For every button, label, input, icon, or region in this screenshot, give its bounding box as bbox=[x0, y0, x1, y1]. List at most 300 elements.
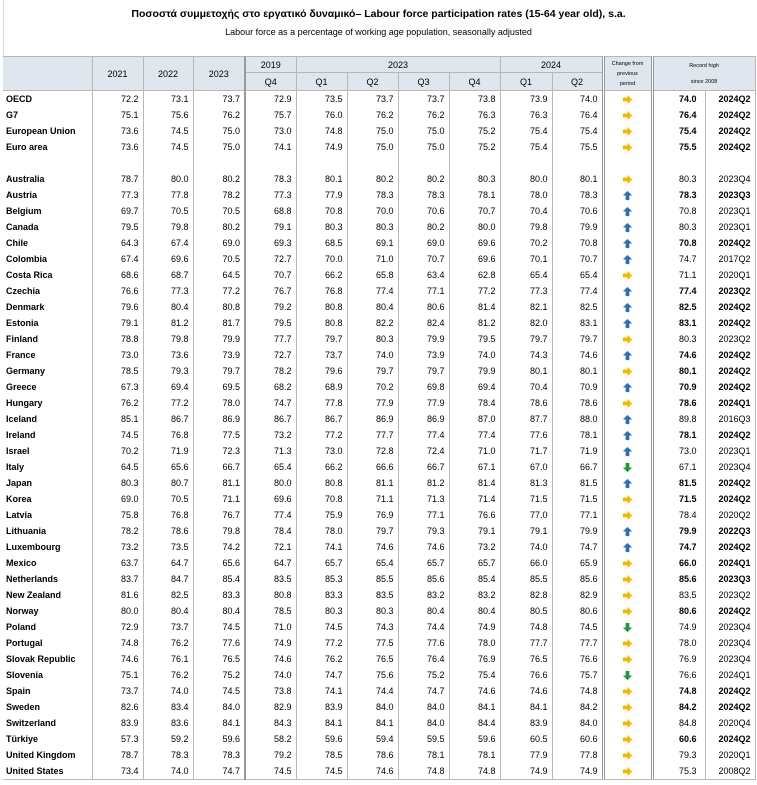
country-name: Slovak Republic bbox=[3, 651, 92, 667]
country-name: G7 bbox=[3, 107, 92, 123]
change-indicator bbox=[603, 187, 652, 203]
country-name: Switzerland bbox=[3, 715, 92, 731]
table-row bbox=[3, 683, 755, 699]
value-q2-2024: 71.9 bbox=[552, 443, 603, 459]
table-row bbox=[3, 283, 755, 299]
value-q1-2024: 76.6 bbox=[500, 667, 552, 683]
record-high-value: 71.1 bbox=[652, 267, 705, 283]
value-y2021: 64.5 bbox=[92, 459, 143, 475]
value-y2022: 69.4 bbox=[143, 379, 193, 395]
table-subtitle: Labour force as a percentage of working age population, seasonally adjusted bbox=[225, 27, 532, 37]
value-q1-2024: 80.1 bbox=[500, 363, 552, 379]
value-q2-2023: 76.5 bbox=[347, 651, 398, 667]
value-q1-2024: 80.5 bbox=[500, 603, 552, 619]
header-year-2021: 2021 bbox=[92, 57, 143, 91]
value-q1-2023: 66.2 bbox=[296, 267, 347, 283]
value-q1-2023: 74.5 bbox=[296, 619, 347, 635]
value-q2-2023: 75.0 bbox=[347, 123, 398, 139]
value-y2021: 73.6 bbox=[92, 123, 143, 139]
value-q4-2019: 72.1 bbox=[245, 539, 296, 555]
value-q4-2019: 80.0 bbox=[245, 475, 296, 491]
arrow-up-icon bbox=[622, 414, 633, 425]
value-y2023: 78.2 bbox=[193, 187, 245, 203]
record-high-value: 76.6 bbox=[652, 667, 705, 683]
value-q4-2019: 72.9 bbox=[245, 91, 296, 108]
value-q2-2023: 73.7 bbox=[347, 91, 398, 108]
value-y2023: 64.5 bbox=[193, 267, 245, 283]
record-high-value: 78.0 bbox=[652, 635, 705, 651]
value-q3-2023: 75.2 bbox=[398, 667, 449, 683]
table-row bbox=[3, 107, 755, 123]
change-indicator bbox=[603, 747, 652, 763]
value-q1-2023: 74.5 bbox=[296, 763, 347, 780]
value-y2022: 78.3 bbox=[143, 747, 193, 763]
value-y2022: 83.6 bbox=[143, 715, 193, 731]
record-high-quarter: 2024Q2 bbox=[705, 475, 755, 491]
value-y2021: 68.6 bbox=[92, 267, 143, 283]
value-q1-2024: 84.1 bbox=[500, 699, 552, 715]
value-q4-2023: 67.1 bbox=[449, 459, 500, 475]
value-y2021: 77.3 bbox=[92, 187, 143, 203]
record-high-value: 79.3 bbox=[652, 747, 705, 763]
spacer-cell bbox=[500, 155, 552, 171]
value-q3-2023: 69.8 bbox=[398, 379, 449, 395]
arrow-right-icon bbox=[622, 174, 633, 185]
value-q1-2023: 85.3 bbox=[296, 571, 347, 587]
change-indicator bbox=[603, 299, 652, 315]
value-y2022: 73.1 bbox=[143, 91, 193, 108]
value-q1-2024: 82.1 bbox=[500, 299, 552, 315]
value-q4-2019: 79.2 bbox=[245, 747, 296, 763]
record-high-value: 78.6 bbox=[652, 395, 705, 411]
value-y2022: 76.8 bbox=[143, 507, 193, 523]
value-y2022: 77.2 bbox=[143, 395, 193, 411]
country-name: Norway bbox=[3, 603, 92, 619]
record-high-value: 75.4 bbox=[652, 123, 705, 139]
value-q3-2023: 75.0 bbox=[398, 139, 449, 155]
value-q2-2024: 74.8 bbox=[552, 683, 603, 699]
value-q1-2024: 77.9 bbox=[500, 747, 552, 763]
spacer-cell bbox=[92, 155, 143, 171]
value-q4-2023: 80.3 bbox=[449, 171, 500, 187]
change-indicator bbox=[603, 699, 652, 715]
value-q2-2024: 74.9 bbox=[552, 763, 603, 780]
value-q1-2023: 66.2 bbox=[296, 459, 347, 475]
value-q2-2023: 80.3 bbox=[347, 331, 398, 347]
change-indicator bbox=[603, 123, 652, 139]
change-indicator bbox=[603, 571, 652, 587]
arrow-right-icon bbox=[622, 766, 633, 777]
table-row bbox=[3, 603, 755, 619]
value-q1-2023: 76.0 bbox=[296, 107, 347, 123]
value-q4-2023: 71.4 bbox=[449, 491, 500, 507]
value-y2022: 83.4 bbox=[143, 699, 193, 715]
value-q1-2024: 82.8 bbox=[500, 587, 552, 603]
value-y2022: 81.2 bbox=[143, 315, 193, 331]
value-q2-2024: 70.7 bbox=[552, 251, 603, 267]
value-q2-2023: 74.0 bbox=[347, 347, 398, 363]
value-y2023: 85.4 bbox=[193, 571, 245, 587]
spacer-cell bbox=[449, 155, 500, 171]
value-y2023: 76.2 bbox=[193, 107, 245, 123]
value-y2022: 76.1 bbox=[143, 651, 193, 667]
value-q4-2019: 64.7 bbox=[245, 555, 296, 571]
value-q4-2023: 79.9 bbox=[449, 363, 500, 379]
value-q4-2019: 74.7 bbox=[245, 395, 296, 411]
table-row bbox=[3, 459, 755, 475]
value-q1-2024: 80.0 bbox=[500, 171, 552, 187]
value-y2022: 79.3 bbox=[143, 363, 193, 379]
record-high-value: 74.9 bbox=[652, 619, 705, 635]
value-q1-2024: 74.9 bbox=[500, 763, 552, 780]
record-high-value: 71.5 bbox=[652, 491, 705, 507]
change-indicator bbox=[603, 235, 652, 251]
record-high-quarter: 2024Q2 bbox=[705, 91, 755, 108]
arrow-right-icon bbox=[622, 750, 633, 761]
value-q2-2023: 86.9 bbox=[347, 411, 398, 427]
value-q3-2023: 69.0 bbox=[398, 235, 449, 251]
value-q1-2023: 84.1 bbox=[296, 715, 347, 731]
value-q1-2024: 82.0 bbox=[500, 315, 552, 331]
value-q4-2023: 74.6 bbox=[449, 683, 500, 699]
change-indicator bbox=[603, 107, 652, 123]
country-name: Greece bbox=[3, 379, 92, 395]
table-header bbox=[3, 57, 755, 91]
country-name: Spain bbox=[3, 683, 92, 699]
value-y2021: 82.6 bbox=[92, 699, 143, 715]
table-row bbox=[3, 187, 755, 203]
table-row bbox=[3, 523, 755, 539]
record-high-value: 74.7 bbox=[652, 251, 705, 267]
arrow-up-icon bbox=[622, 446, 633, 457]
record-high-quarter: 2024Q2 bbox=[705, 731, 755, 747]
value-y2023: 73.9 bbox=[193, 347, 245, 363]
value-q4-2019: 74.9 bbox=[245, 635, 296, 651]
value-q3-2023: 65.7 bbox=[398, 555, 449, 571]
value-y2023: 78.0 bbox=[193, 395, 245, 411]
record-high-quarter: 2017Q2 bbox=[705, 251, 755, 267]
value-q4-2023: 87.0 bbox=[449, 411, 500, 427]
country-name: Sweden bbox=[3, 699, 92, 715]
value-q4-2023: 74.0 bbox=[449, 347, 500, 363]
table-row bbox=[3, 315, 755, 331]
value-q4-2019: 78.4 bbox=[245, 523, 296, 539]
value-y2021: 80.3 bbox=[92, 475, 143, 491]
value-q2-2023: 77.5 bbox=[347, 635, 398, 651]
value-q4-2023: 74.8 bbox=[449, 763, 500, 780]
record-high-quarter: 2023Q2 bbox=[705, 283, 755, 299]
value-y2021: 74.6 bbox=[92, 651, 143, 667]
value-y2023: 79.7 bbox=[193, 363, 245, 379]
record-high-quarter: 2024Q2 bbox=[705, 427, 755, 443]
value-y2023: 77.2 bbox=[193, 283, 245, 299]
record-high-quarter: 2023Q4 bbox=[705, 619, 755, 635]
country-name: European Union bbox=[3, 123, 92, 139]
value-q3-2023: 80.6 bbox=[398, 299, 449, 315]
value-q1-2023: 74.9 bbox=[296, 139, 347, 155]
record-high-quarter: 2016Q3 bbox=[705, 411, 755, 427]
value-q4-2019: 77.7 bbox=[245, 331, 296, 347]
value-q4-2023: 69.6 bbox=[449, 251, 500, 267]
value-q4-2019: 70.7 bbox=[245, 267, 296, 283]
country-name: Belgium bbox=[3, 203, 92, 219]
value-y2022: 70.5 bbox=[143, 491, 193, 507]
spacer-cell bbox=[296, 155, 347, 171]
labour-force-table bbox=[3, 56, 756, 780]
value-y2023: 73.7 bbox=[193, 91, 245, 108]
record-high-value: 70.8 bbox=[652, 203, 705, 219]
header-period-2019: 2019 bbox=[245, 57, 296, 73]
value-q1-2023: 86.7 bbox=[296, 411, 347, 427]
value-q4-2023: 78.4 bbox=[449, 395, 500, 411]
value-q3-2023: 84.0 bbox=[398, 699, 449, 715]
table-row bbox=[3, 427, 755, 443]
value-q2-2024: 82.9 bbox=[552, 587, 603, 603]
value-q2-2023: 84.0 bbox=[347, 699, 398, 715]
record-high-quarter: 2024Q2 bbox=[705, 539, 755, 555]
arrow-right-icon bbox=[622, 494, 633, 505]
value-q4-2023: 79.1 bbox=[449, 523, 500, 539]
value-y2021: 70.2 bbox=[92, 443, 143, 459]
value-q1-2023: 83.3 bbox=[296, 587, 347, 603]
value-q2-2023: 66.6 bbox=[347, 459, 398, 475]
arrow-up-icon bbox=[622, 190, 633, 201]
value-y2021: 64.3 bbox=[92, 235, 143, 251]
value-y2021: 73.4 bbox=[92, 763, 143, 780]
value-y2022: 77.3 bbox=[143, 283, 193, 299]
change-indicator bbox=[603, 667, 652, 683]
value-y2022: 59.2 bbox=[143, 731, 193, 747]
record-high-value: 75.3 bbox=[652, 763, 705, 780]
value-y2021: 72.9 bbox=[92, 619, 143, 635]
change-indicator bbox=[603, 715, 652, 731]
value-q4-2023: 81.4 bbox=[449, 475, 500, 491]
table-row bbox=[3, 395, 755, 411]
value-y2023: 86.9 bbox=[193, 411, 245, 427]
value-q4-2019: 77.3 bbox=[245, 187, 296, 203]
value-q2-2024: 79.9 bbox=[552, 523, 603, 539]
value-q4-2023: 80.4 bbox=[449, 603, 500, 619]
record-high-quarter: 2023Q1 bbox=[705, 219, 755, 235]
value-q4-2023: 77.4 bbox=[449, 427, 500, 443]
value-q4-2023: 84.1 bbox=[449, 699, 500, 715]
value-q4-2023: 75.4 bbox=[449, 667, 500, 683]
value-q1-2024: 66.0 bbox=[500, 555, 552, 571]
value-y2021: 75.1 bbox=[92, 107, 143, 123]
header-change-line-3: period bbox=[619, 80, 636, 87]
arrow-right-icon bbox=[622, 398, 633, 409]
header-record-line-2: since 2008 bbox=[690, 78, 718, 85]
value-q4-2019: 74.1 bbox=[245, 139, 296, 155]
record-high-value: 80.3 bbox=[652, 219, 705, 235]
table-row bbox=[3, 363, 755, 379]
record-high-quarter: 2008Q2 bbox=[705, 763, 755, 780]
change-indicator bbox=[603, 443, 652, 459]
value-q1-2023: 77.2 bbox=[296, 635, 347, 651]
value-q4-2023: 81.2 bbox=[449, 315, 500, 331]
arrow-down-icon bbox=[622, 462, 633, 473]
record-high-quarter: 2024Q2 bbox=[705, 491, 755, 507]
value-q4-2019: 58.2 bbox=[245, 731, 296, 747]
value-q2-2024: 74.0 bbox=[552, 91, 603, 108]
value-y2021: 80.0 bbox=[92, 603, 143, 619]
record-high-value: 89.8 bbox=[652, 411, 705, 427]
header-year-2023: 2023 bbox=[193, 57, 245, 91]
table-body bbox=[3, 91, 755, 780]
value-q2-2023: 79.7 bbox=[347, 363, 398, 379]
table-row bbox=[3, 91, 755, 108]
value-y2022: 71.9 bbox=[143, 443, 193, 459]
country-name: United States bbox=[3, 763, 92, 780]
value-y2022: 65.6 bbox=[143, 459, 193, 475]
value-y2021: 78.5 bbox=[92, 363, 143, 379]
value-y2023: 80.2 bbox=[193, 219, 245, 235]
value-q3-2023: 72.4 bbox=[398, 443, 449, 459]
value-y2023: 84.1 bbox=[193, 715, 245, 731]
value-q1-2024: 74.8 bbox=[500, 619, 552, 635]
value-q2-2023: 85.5 bbox=[347, 571, 398, 587]
value-y2023: 84.0 bbox=[193, 699, 245, 715]
value-q3-2023: 73.7 bbox=[398, 91, 449, 108]
value-y2021: 85.1 bbox=[92, 411, 143, 427]
record-high-value: 70.9 bbox=[652, 379, 705, 395]
value-y2023: 74.7 bbox=[193, 763, 245, 780]
value-q2-2024: 74.6 bbox=[552, 347, 603, 363]
value-y2021: 74.5 bbox=[92, 427, 143, 443]
value-q1-2024: 77.6 bbox=[500, 427, 552, 443]
value-q4-2019: 80.8 bbox=[245, 587, 296, 603]
value-q1-2024: 70.1 bbox=[500, 251, 552, 267]
value-q4-2023: 84.4 bbox=[449, 715, 500, 731]
value-q1-2024: 70.4 bbox=[500, 379, 552, 395]
record-high-quarter: 2023Q2 bbox=[705, 331, 755, 347]
table-row bbox=[3, 699, 755, 715]
country-name: OECD bbox=[3, 91, 92, 108]
header-record-high bbox=[652, 57, 755, 91]
record-high-quarter: 2020Q1 bbox=[705, 747, 755, 763]
change-indicator bbox=[603, 619, 652, 635]
table-row bbox=[3, 299, 755, 315]
record-high-value: 80.6 bbox=[652, 603, 705, 619]
value-q3-2023: 71.3 bbox=[398, 491, 449, 507]
value-q2-2023: 77.9 bbox=[347, 395, 398, 411]
value-q2-2023: 78.6 bbox=[347, 747, 398, 763]
record-high-value: 70.8 bbox=[652, 235, 705, 251]
value-y2023: 59.6 bbox=[193, 731, 245, 747]
record-high-value: 84.8 bbox=[652, 715, 705, 731]
value-q2-2023: 83.5 bbox=[347, 587, 398, 603]
value-y2021: 79.5 bbox=[92, 219, 143, 235]
value-q4-2019: 78.5 bbox=[245, 603, 296, 619]
value-q1-2023: 70.8 bbox=[296, 203, 347, 219]
value-q1-2024: 87.7 bbox=[500, 411, 552, 427]
value-q2-2024: 65.4 bbox=[552, 267, 603, 283]
change-indicator bbox=[603, 507, 652, 523]
left-rule bbox=[3, 0, 4, 56]
change-indicator bbox=[603, 171, 652, 187]
value-q2-2023: 71.1 bbox=[347, 491, 398, 507]
value-q1-2023: 73.5 bbox=[296, 91, 347, 108]
value-q2-2023: 80.2 bbox=[347, 171, 398, 187]
country-name: Portugal bbox=[3, 635, 92, 651]
value-q4-2023: 85.4 bbox=[449, 571, 500, 587]
country-name: Finland bbox=[3, 331, 92, 347]
record-high-value: 78.3 bbox=[652, 187, 705, 203]
value-q2-2024: 79.7 bbox=[552, 331, 603, 347]
value-q4-2023: 69.6 bbox=[449, 235, 500, 251]
change-indicator bbox=[603, 555, 652, 571]
value-q1-2024: 76.3 bbox=[500, 107, 552, 123]
value-y2021: 75.1 bbox=[92, 667, 143, 683]
value-y2022: 80.7 bbox=[143, 475, 193, 491]
value-q4-2019: 68.2 bbox=[245, 379, 296, 395]
value-y2023: 69.5 bbox=[193, 379, 245, 395]
value-q4-2019: 71.0 bbox=[245, 619, 296, 635]
arrow-right-icon bbox=[622, 366, 633, 377]
value-y2023: 79.9 bbox=[193, 331, 245, 347]
country-name: Euro area bbox=[3, 139, 92, 155]
value-q2-2023: 74.4 bbox=[347, 683, 398, 699]
value-q4-2019: 75.7 bbox=[245, 107, 296, 123]
value-y2023: 70.5 bbox=[193, 251, 245, 267]
value-q3-2023: 79.7 bbox=[398, 363, 449, 379]
value-q1-2024: 77.7 bbox=[500, 635, 552, 651]
value-y2022: 67.4 bbox=[143, 235, 193, 251]
value-q1-2023: 79.7 bbox=[296, 331, 347, 347]
spacer-cell bbox=[652, 155, 705, 171]
value-y2021: 78.7 bbox=[92, 171, 143, 187]
arrow-up-icon bbox=[622, 318, 633, 329]
change-indicator bbox=[603, 491, 652, 507]
value-y2021: 73.0 bbox=[92, 347, 143, 363]
header-q1-2024: Q1 bbox=[500, 73, 552, 91]
value-y2023: 81.7 bbox=[193, 315, 245, 331]
table-row bbox=[3, 139, 755, 155]
arrow-right-icon bbox=[622, 558, 633, 569]
value-q4-2023: 73.8 bbox=[449, 91, 500, 108]
value-y2022: 74.0 bbox=[143, 683, 193, 699]
value-q1-2023: 74.7 bbox=[296, 667, 347, 683]
header-period-2024: 2024 bbox=[500, 57, 603, 73]
value-y2023: 77.6 bbox=[193, 635, 245, 651]
value-q1-2024: 74.3 bbox=[500, 347, 552, 363]
value-q2-2024: 81.5 bbox=[552, 475, 603, 491]
record-high-value: 80.1 bbox=[652, 363, 705, 379]
value-q4-2023: 69.4 bbox=[449, 379, 500, 395]
value-y2023: 79.8 bbox=[193, 523, 245, 539]
change-indicator bbox=[603, 651, 652, 667]
value-y2022: 64.7 bbox=[143, 555, 193, 571]
header-record-line-1: Record high bbox=[689, 62, 719, 69]
value-q1-2024: 76.5 bbox=[500, 651, 552, 667]
spacer-cell bbox=[603, 155, 652, 171]
value-y2021: 67.4 bbox=[92, 251, 143, 267]
value-y2021: 69.7 bbox=[92, 203, 143, 219]
value-y2023: 81.1 bbox=[193, 475, 245, 491]
record-high-value: 80.3 bbox=[652, 171, 705, 187]
value-q4-2019: 74.6 bbox=[245, 651, 296, 667]
value-y2022: 74.5 bbox=[143, 123, 193, 139]
value-q1-2023: 80.3 bbox=[296, 219, 347, 235]
record-high-value: 83.5 bbox=[652, 587, 705, 603]
change-indicator bbox=[603, 411, 652, 427]
value-q2-2023: 70.0 bbox=[347, 203, 398, 219]
arrow-up-icon bbox=[622, 478, 633, 489]
record-high-quarter: 2024Q2 bbox=[705, 347, 755, 363]
value-q1-2024: 78.0 bbox=[500, 187, 552, 203]
arrow-right-icon bbox=[622, 718, 633, 729]
value-q2-2024: 79.9 bbox=[552, 219, 603, 235]
